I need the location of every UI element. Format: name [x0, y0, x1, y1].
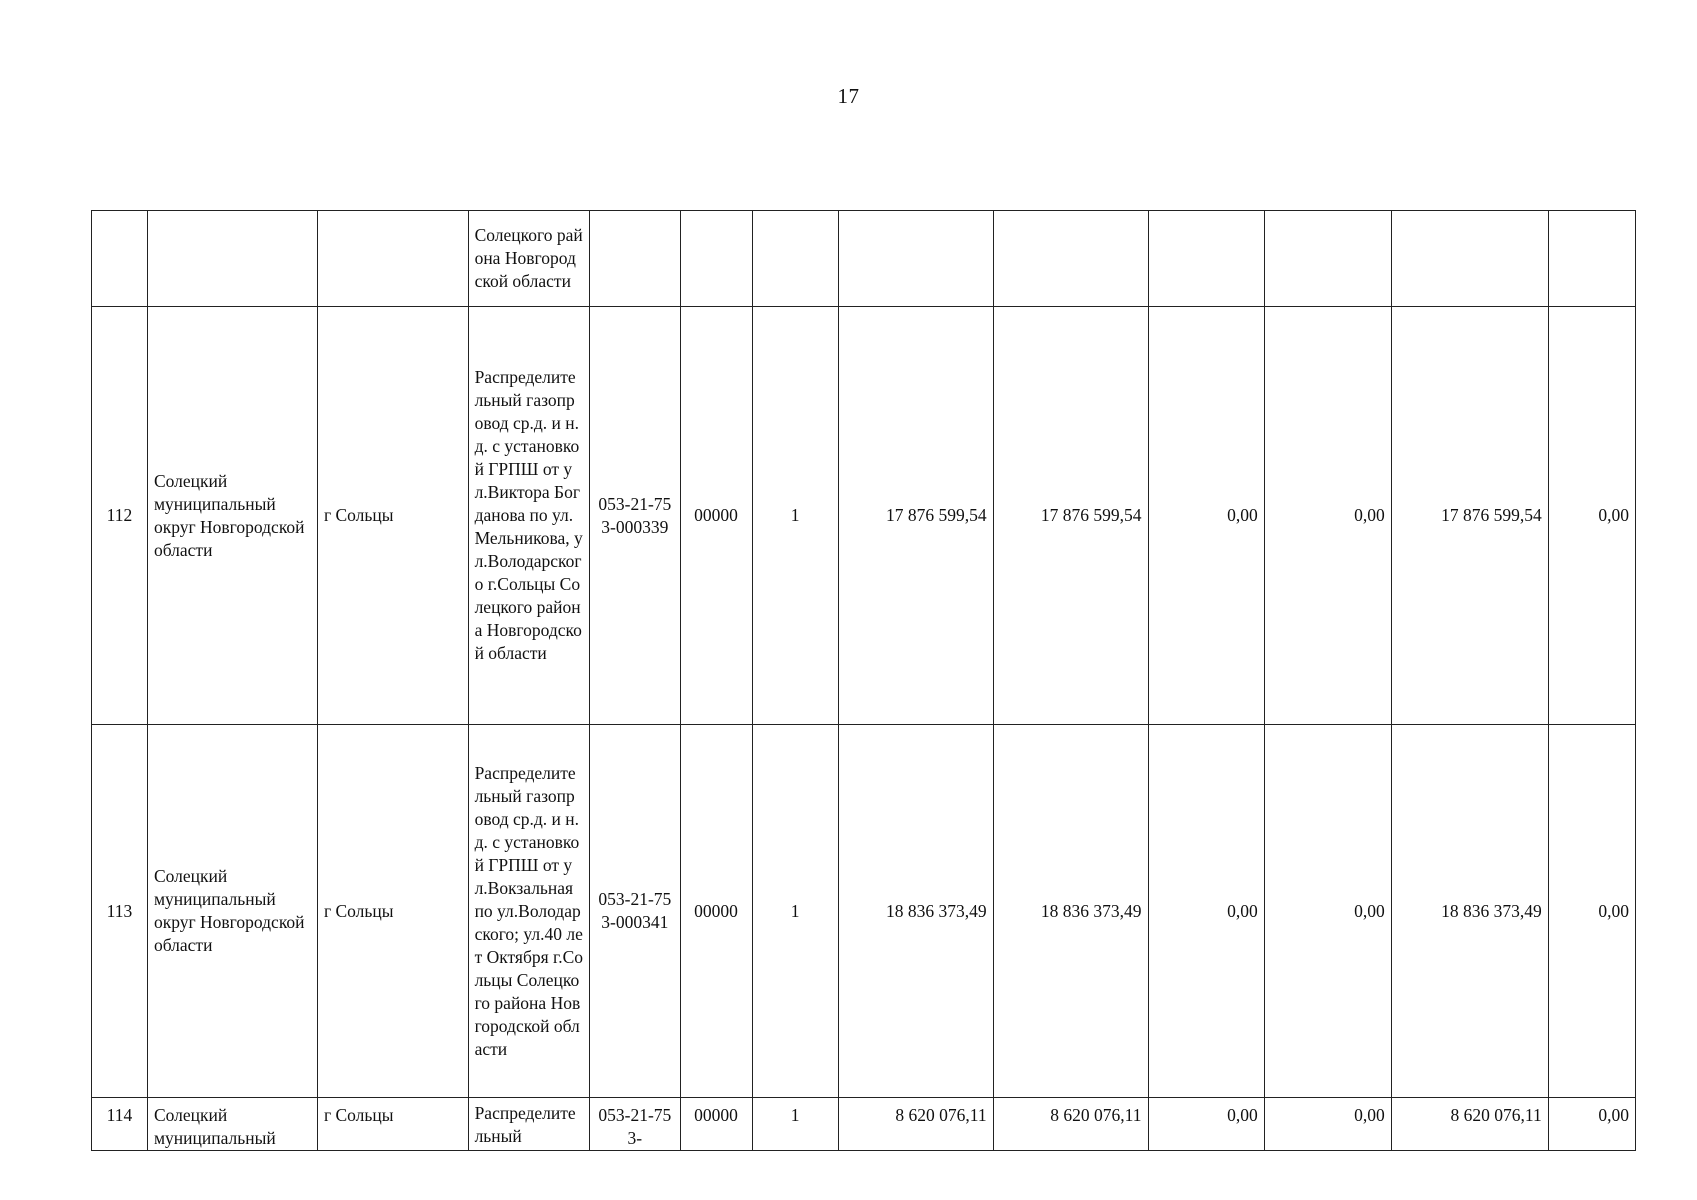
- cell-settlement: [317, 211, 468, 307]
- cell-total: 8 620 076,11: [838, 1098, 993, 1151]
- cell-num: 112: [92, 307, 148, 725]
- cell-amount-2: 8 620 076,11: [993, 1098, 1148, 1151]
- cell-kind: 00000: [680, 1098, 752, 1151]
- cell-settlement: г Сольцы: [317, 307, 468, 725]
- cell-description: Распределительный: [468, 1098, 590, 1151]
- cell-total: 18 836 373,49: [838, 725, 993, 1098]
- table-row: [92, 307, 1636, 725]
- cell-municipality: Солецкий муниципальный округ Новгородской области: [147, 725, 317, 1098]
- cell-kind: 00000: [680, 725, 752, 1098]
- cell-amount-2: 18 836 373,49: [993, 725, 1148, 1098]
- cell-amount-4: 0,00: [1264, 307, 1391, 725]
- cell-amount-2: 17 876 599,54: [993, 307, 1148, 725]
- cell-qty: [752, 211, 838, 307]
- cell-description: Распределительный газопровод ср.д. и н.д. с установкой ГРПШ от ул.Вокзальная по ул.Володарского; ул.40 лет Октября г.Сольцы Солецкого района Новгородской области: [468, 725, 590, 1098]
- table-row: [92, 725, 1636, 1098]
- cell-total: [838, 211, 993, 307]
- cell-code: [590, 1098, 680, 1151]
- cell-kind: 00000: [680, 307, 752, 725]
- data-table: [91, 210, 1636, 1151]
- page-number: 17: [837, 84, 860, 108]
- cell-kind: [680, 211, 752, 307]
- cell-amount-6: 0,00: [1548, 307, 1635, 725]
- table-row-continuation: [92, 211, 1636, 307]
- cell-num: [92, 211, 148, 307]
- cell-num: 114: [92, 1098, 148, 1151]
- cell-code-text: 053-21-753-: [598, 1105, 672, 1148]
- cell-amount-4: [1264, 211, 1391, 307]
- cell-municipality: Солецкий муниципальный: [147, 1098, 317, 1151]
- cell-amount-5: 17 876 599,54: [1391, 307, 1548, 725]
- cell-amount-5: [1391, 211, 1548, 307]
- cell-amount-6: [1548, 211, 1635, 307]
- cell-qty: 1: [752, 307, 838, 725]
- cell-amount-6: 0,00: [1548, 725, 1635, 1098]
- cell-total: 17 876 599,54: [838, 307, 993, 725]
- cell-num: 113: [92, 725, 148, 1098]
- cell-settlement: г Сольцы: [317, 725, 468, 1098]
- cell-amount-3: 0,00: [1148, 1098, 1264, 1151]
- cell-amount-4: 0,00: [1264, 725, 1391, 1098]
- cell-amount-3: [1148, 211, 1264, 307]
- cell-description: Распределительный газопровод ср.д. и н.д. с установкой ГРПШ от ул.Виктора Богданова по ул.Мельникова, ул.Володарского г.Сольцы Солецкого района Новгородской области: [468, 307, 590, 725]
- cell-amount-3: 0,00: [1148, 307, 1264, 725]
- cell-description: Солецкого района Новгородской области: [468, 211, 590, 307]
- cell-settlement: г Сольцы: [317, 1098, 468, 1151]
- cell-municipality: Солецкий муниципальный округ Новгородской области: [147, 307, 317, 725]
- cell-code: [590, 211, 680, 307]
- cell-amount-5: 18 836 373,49: [1391, 725, 1548, 1098]
- cell-code: 053-21-753-000339: [590, 307, 680, 725]
- cell-municipality: [147, 211, 317, 307]
- cell-amount-3: 0,00: [1148, 725, 1264, 1098]
- cell-amount-2: [993, 211, 1148, 307]
- cell-qty: 1: [752, 725, 838, 1098]
- cell-amount-6: 0,00: [1548, 1098, 1635, 1151]
- table-row: [92, 1098, 1636, 1151]
- cell-qty: 1: [752, 1098, 838, 1151]
- cell-code: 053-21-753-000341: [590, 725, 680, 1098]
- cell-amount-5: 8 620 076,11: [1391, 1098, 1548, 1151]
- cell-amount-4: 0,00: [1264, 1098, 1391, 1151]
